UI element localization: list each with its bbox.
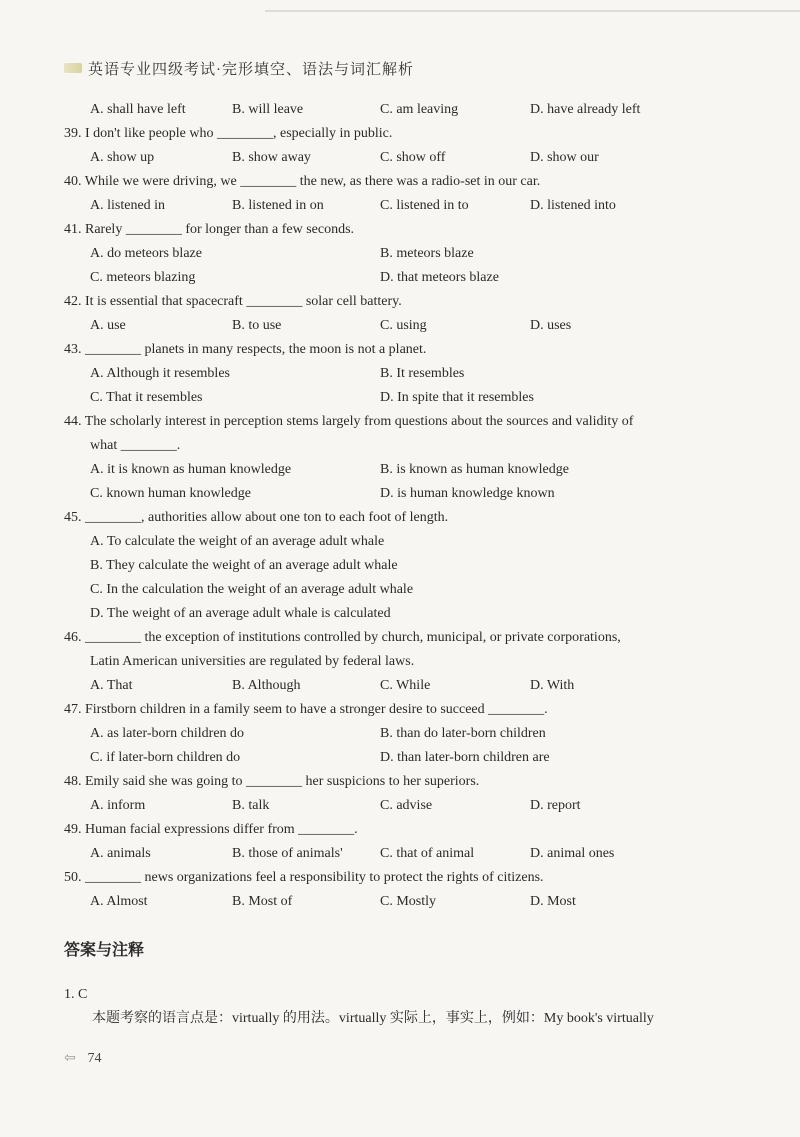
- page-footer: [64, 1050, 102, 1067]
- option: A. use: [90, 318, 126, 333]
- option: A. it is known as human knowledge: [90, 462, 292, 477]
- header-title: 英语专业四级考试·完形填空、语法与词汇解析: [88, 62, 414, 78]
- options-q39: [64, 146, 736, 170]
- option: B. Most of: [232, 894, 293, 909]
- option: D. In spite that it resembles: [380, 390, 534, 405]
- question-48: 48. Emily said she was going to ________ her suspicions to her superiors.: [64, 774, 480, 789]
- question-45: 45. ________, authorities allow about one ton to each foot of length.: [64, 510, 449, 525]
- options-q42: [64, 314, 736, 338]
- answers-heading: 答案与注释: [64, 940, 145, 959]
- option: A. Although it resembles: [90, 366, 230, 381]
- option: A. as later-born children do: [90, 726, 245, 741]
- option: A. animals: [90, 846, 151, 861]
- option: A. Almost: [90, 894, 148, 909]
- option: C. if later-born children do: [90, 750, 241, 765]
- option: C. that of animal: [380, 846, 475, 861]
- option: C. known human knowledge: [90, 486, 251, 501]
- option: D. The weight of an average adult whale is calculated: [90, 606, 391, 621]
- option: B. than do later-born children: [380, 726, 546, 741]
- option: C. using: [380, 318, 427, 333]
- option: B. those of animals': [232, 846, 343, 861]
- options-q40: [64, 194, 736, 218]
- option: D. is human knowledge known: [380, 486, 555, 501]
- header-mark-icon: [64, 63, 82, 73]
- option: A. That: [90, 678, 133, 693]
- option: A. do meteors blaze: [90, 246, 202, 261]
- options-q50: [64, 890, 736, 914]
- answer-number: 1. C: [64, 987, 88, 1002]
- question-50: 50. ________ news organizations feel a responsibility to protect the rights of citizens.: [64, 870, 544, 885]
- option: D. that meteors blaze: [380, 270, 499, 285]
- question-47: 47. Firstborn children in a family seem to have a stronger desire to succeed ________.: [64, 702, 548, 717]
- page-content: [64, 98, 736, 1031]
- question-46-continuation: Latin American universities are regulated by federal laws.: [90, 654, 415, 669]
- option: B. meteors blaze: [380, 246, 474, 261]
- options-q49: [64, 842, 736, 866]
- options-q43: [64, 362, 736, 410]
- option: C. listened in to: [380, 198, 469, 213]
- option: B. They calculate the weight of an average adult whale: [90, 558, 398, 573]
- option: A. listened in: [90, 198, 166, 213]
- option: B. show away: [232, 150, 311, 165]
- options-q45: [64, 530, 736, 626]
- answer-explanation: 本题考察的语言点是：virtually 的用法。virtually 实际上，事实上，例如：My book's virtually: [92, 1011, 654, 1026]
- options-q38: [64, 98, 736, 122]
- option: B. will leave: [232, 102, 304, 117]
- option: D. Most: [530, 894, 576, 909]
- option: D. listened into: [530, 198, 616, 213]
- question-46: 46. ________ the exception of institutions controlled by church, municipal, or private corporations,: [64, 630, 621, 645]
- question-44-continuation: what ________.: [90, 438, 181, 453]
- option: C. That it resembles: [90, 390, 203, 405]
- option: C. While: [380, 678, 431, 693]
- option: B. Although: [232, 678, 301, 693]
- option: D. than later-born children are: [380, 750, 550, 765]
- option: B. listened in on: [232, 198, 324, 213]
- option: D. show our: [530, 150, 599, 165]
- options-q47: [64, 722, 736, 770]
- option: A. shall have left: [90, 102, 186, 117]
- page-number: 74: [87, 1051, 102, 1066]
- question-40: 40. While we were driving, we ________ the new, as there was a radio-set in our car.: [64, 174, 541, 189]
- running-header: [64, 58, 414, 79]
- option: C. Mostly: [380, 894, 437, 909]
- option: C. In the calculation the weight of an average adult whale: [90, 582, 414, 597]
- question-43: 43. ________ planets in many respects, the moon is not a planet.: [64, 342, 427, 357]
- option: D. uses: [530, 318, 572, 333]
- question-44: 44. The scholarly interest in perception stems largely from questions about the sources and validity of: [64, 414, 634, 429]
- top-rule: [265, 10, 800, 12]
- question-41: 41. Rarely ________ for longer than a few seconds.: [64, 222, 355, 237]
- option: B. It resembles: [380, 366, 465, 381]
- options-q46: [64, 674, 736, 698]
- option: C. show off: [380, 150, 446, 165]
- option: A. inform: [90, 798, 146, 813]
- question-39: 39. I don't like people who ________, especially in public.: [64, 126, 393, 141]
- option: D. With: [530, 678, 575, 693]
- question-42: 42. It is essential that spacecraft ________ solar cell battery.: [64, 294, 402, 309]
- back-arrow-icon: ⇦: [64, 1050, 76, 1066]
- option: B. to use: [232, 318, 282, 333]
- option: B. talk: [232, 798, 270, 813]
- options-q41: [64, 242, 736, 290]
- option: C. am leaving: [380, 102, 459, 117]
- option: B. is known as human knowledge: [380, 462, 569, 477]
- options-q48: [64, 794, 736, 818]
- option: C. advise: [380, 798, 433, 813]
- option: D. have already left: [530, 102, 641, 117]
- question-49: 49. Human facial expressions differ from ________.: [64, 822, 358, 837]
- options-q44: [64, 458, 736, 506]
- option: A. show up: [90, 150, 155, 165]
- option: A. To calculate the weight of an average adult whale: [90, 534, 385, 549]
- option: C. meteors blazing: [90, 270, 196, 285]
- option: D. report: [530, 798, 581, 813]
- option: D. animal ones: [530, 846, 615, 861]
